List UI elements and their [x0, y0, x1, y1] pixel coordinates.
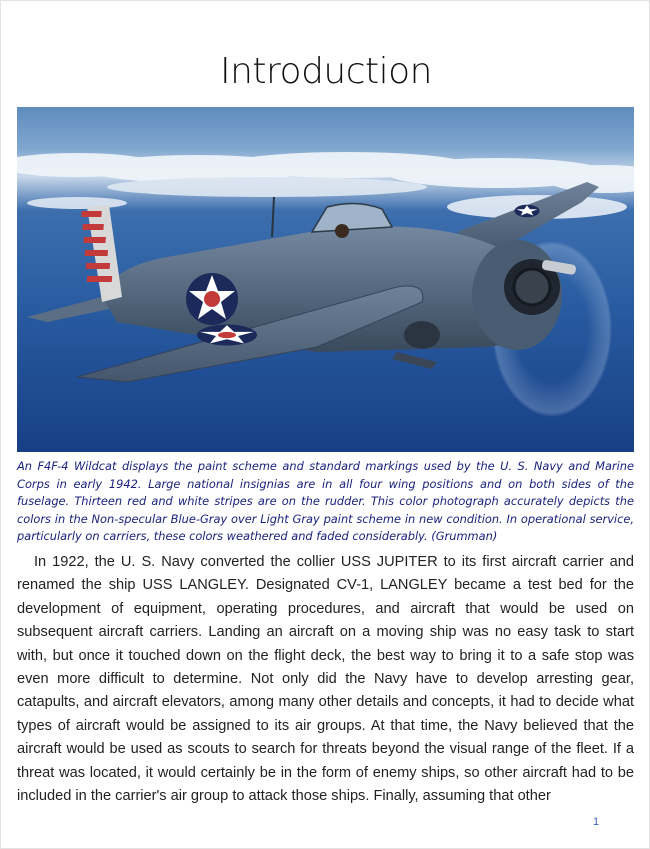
photo-caption: An F4F-4 Wildcat displays the paint scheme and standard markings used by the U. S. Navy and Marine Corps in early 1942. Large national insignias are in all four wing positions and on both sides of the fuselage. Thirteen red and white stripes are on the rudder. This color photograph accurately depicts the colors in the Non-specular Blue-Gray over Light Gray paint scheme in new condition. In operational service, particularly on carriers, these colors weathered and faded considerably. (Grumman): [17, 459, 634, 543]
page-title: Introduction: [219, 51, 432, 92]
page-number: 1: [592, 816, 600, 828]
body-paragraph: In 1922, the U. S. Navy converted the collier USS JUPITER to its first aircraft carrier and renamed the ship USS LANGLEY. Designated CV-1, LANGLEY became a test bed for the development of equipment, operating procedures, and aircraft that would be used on subsequent aircraft carriers. Landing an aircraft on a moving ship was no easy task to start with, but once it touched down on the flight deck, the best way to bring it to a safe stop was even more difficult to determine. Not only did the Navy have to develop arresting gear, catapults, and aircraft elevators, among many other details and concepts, it had to decide what types of aircraft would be assigned to its air groups. At that time, the Navy believed that the aircraft would be used as scouts to search for threats beyond the visual range of the fleet. If a threat was located, it would certainly be in the form of enemy ships, so other aircraft had to be included in the carrier's air group to attack those ships. Finally, assuming that other: [17, 554, 634, 805]
aircraft-photo: [17, 107, 634, 452]
